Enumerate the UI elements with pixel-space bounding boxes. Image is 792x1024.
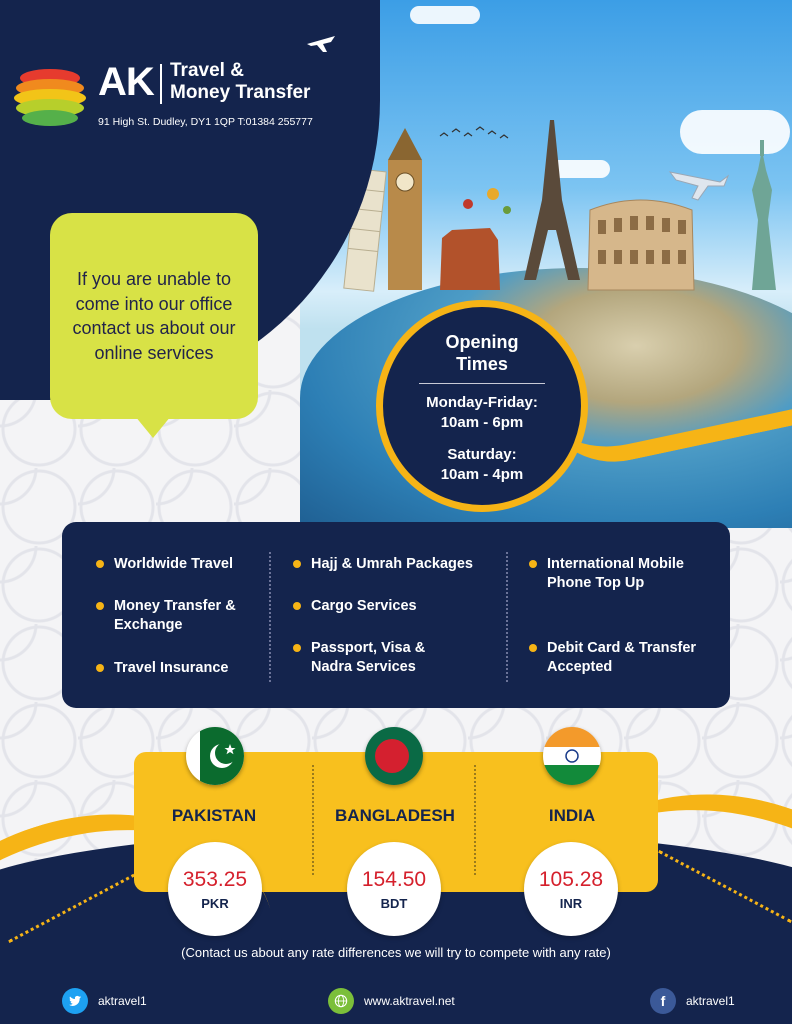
rate-currency: PKR xyxy=(201,896,229,911)
brand-ak: AK xyxy=(98,60,154,104)
service-item: Passport, Visa & Nadra Services xyxy=(293,639,443,677)
twitter-handle: aktravel1 xyxy=(98,994,147,1008)
facebook-link[interactable] xyxy=(650,988,735,1014)
twitter-link[interactable] xyxy=(62,988,147,1014)
country-label-india: INDIA xyxy=(548,806,596,825)
rate-value: 353.25 xyxy=(182,868,248,891)
opening-times-title xyxy=(383,331,581,375)
service-item: Cargo Services xyxy=(293,597,493,616)
rate-value: 105.28 xyxy=(538,868,604,891)
social-footer xyxy=(0,984,792,1024)
service-item: International Mobile Phone Top Up xyxy=(529,555,704,593)
saturday-label: Saturday: xyxy=(447,446,517,463)
service-item: Debit Card & Transfer Accepted xyxy=(529,639,704,677)
saturday-hours: 10am - 4pm xyxy=(440,466,524,483)
facebook-icon: f xyxy=(650,988,676,1014)
twitter-icon xyxy=(62,988,88,1014)
online-services-bubble xyxy=(50,213,258,419)
opening-times-title-line2: Times xyxy=(456,354,508,374)
brand-divider xyxy=(160,64,162,104)
rate-badge-pkr xyxy=(168,842,262,936)
india-flag-icon xyxy=(543,727,601,785)
country-label-pakistan: PAKISTAN xyxy=(171,806,257,825)
globe-icon xyxy=(328,988,354,1014)
rates-separator xyxy=(312,765,314,875)
services-separator xyxy=(506,552,508,682)
service-item: Worldwide Travel xyxy=(96,555,266,574)
opening-times-title-line1: Opening xyxy=(445,332,519,352)
service-item: Hajj & Umrah Packages xyxy=(293,555,493,574)
airplane-icon xyxy=(305,32,337,54)
website-link[interactable] xyxy=(328,988,455,1014)
rate-currency: INR xyxy=(559,896,583,911)
rate-value: 154.50 xyxy=(361,868,427,891)
address-text: 91 High St. Dudley, DY1 1QP T:01384 255777 xyxy=(98,116,313,128)
opening-times-badge xyxy=(376,300,588,512)
service-item: Money Transfer & Exchange xyxy=(96,597,266,635)
rate-disclaimer: (Contact us about any rate differences we will try to compete with any rate) xyxy=(181,945,611,960)
rate-badge-bdt xyxy=(347,842,441,936)
bubble-tail xyxy=(135,416,171,438)
services-separator xyxy=(269,552,271,682)
brand-name-line2: Money Transfer xyxy=(170,82,311,103)
brand-name xyxy=(170,60,310,104)
cloud xyxy=(410,6,480,24)
weekday-label: Monday-Friday: xyxy=(426,394,538,411)
services-panel xyxy=(62,522,730,708)
weekday-hours: 10am - 6pm xyxy=(440,414,524,431)
bangladesh-flag-icon xyxy=(365,727,423,785)
pakistan-flag-icon xyxy=(186,727,244,785)
service-item: Travel Insurance xyxy=(96,659,266,678)
bubble-text: If you are unable to come into our office contact us about our online services xyxy=(72,269,236,363)
opening-times-divider xyxy=(419,383,545,384)
rate-currency: BDT xyxy=(380,896,408,911)
brand-name-line1: Travel & xyxy=(170,60,244,81)
ak-logo-icon xyxy=(12,58,88,130)
website-url: www.aktravel.net xyxy=(364,994,455,1008)
rate-badge-inr xyxy=(524,842,618,936)
country-label-bangladesh: BANGLADESH xyxy=(335,806,455,825)
facebook-handle: aktravel1 xyxy=(686,994,735,1008)
